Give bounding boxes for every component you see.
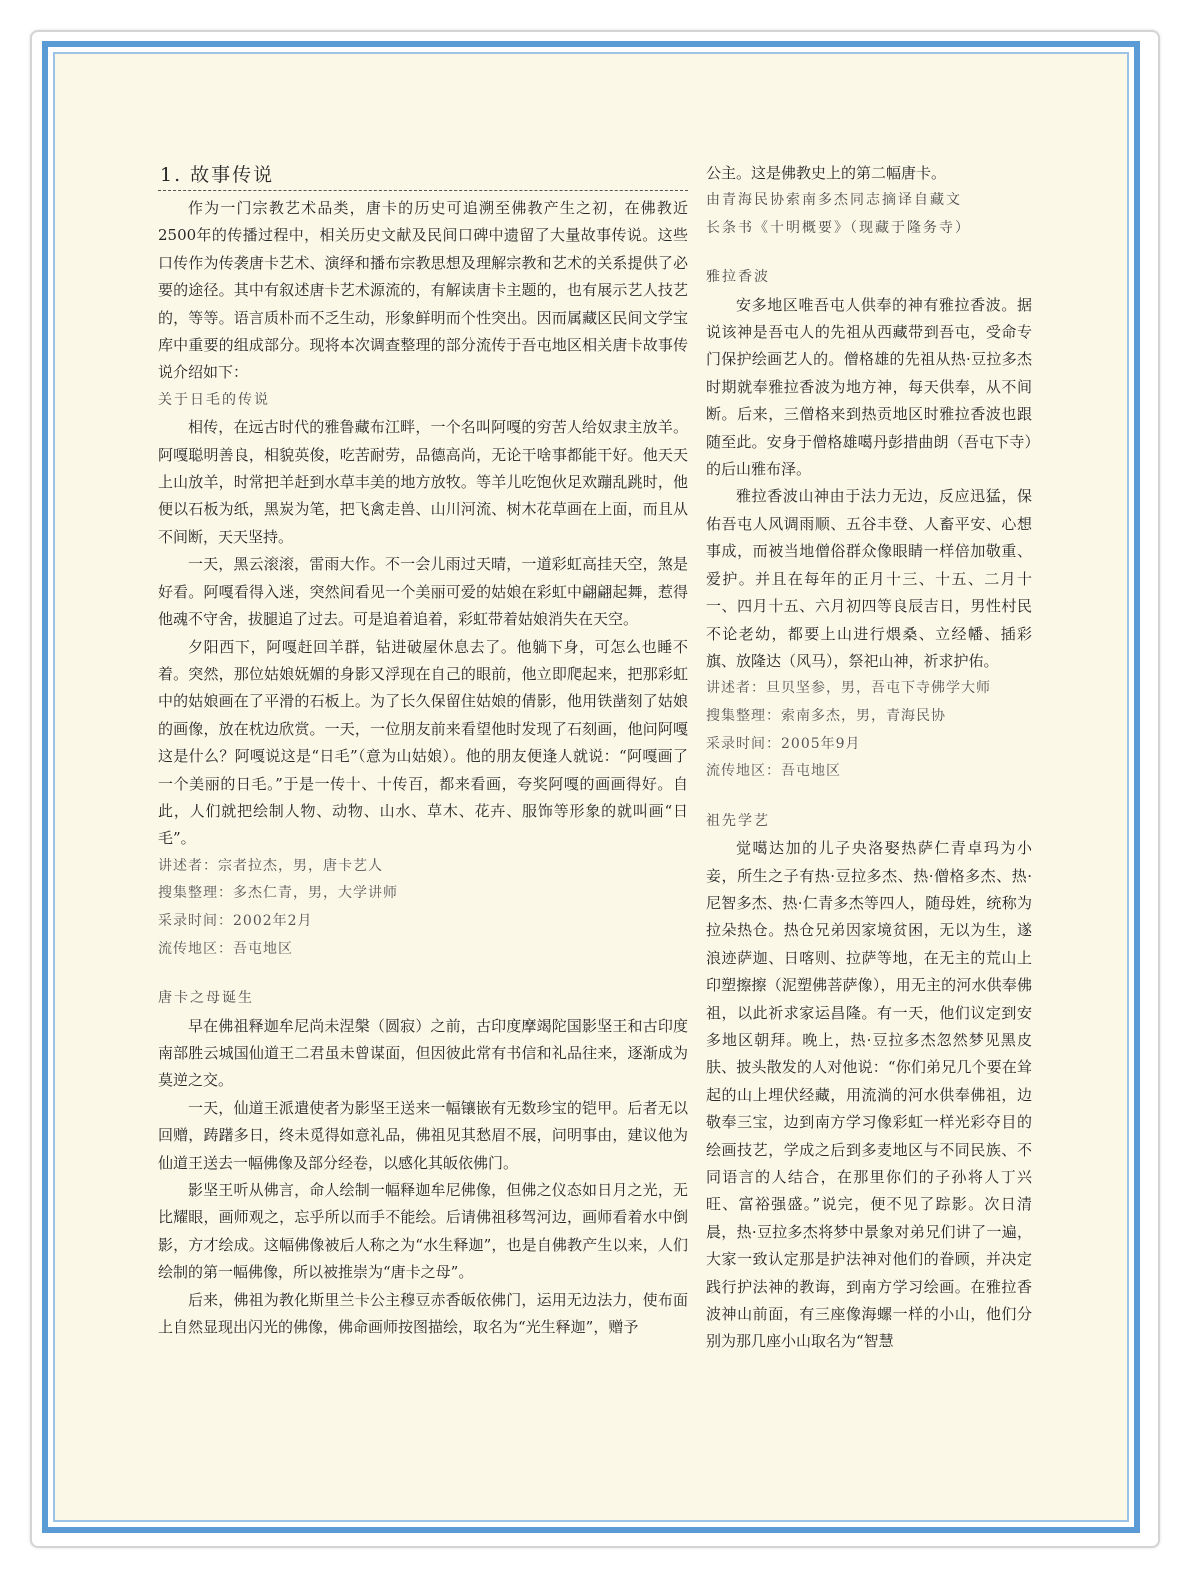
paragraph: 相传，在远古时代的雅鲁藏布江畔，一个名叫阿嘎的穷苦人给奴隶主放羊。阿嘎聪明善良，相貌英俊，吃苦耐劳，品德高尚，无论干啥事都能干好。他天天上山放羊，时常把羊赶到水草丰美的地方放牧。等羊儿吃饱伙足欢蹦乱跳时，他便以石板为纸，黑炭为笔，把飞禽走兽、山川河流、树木花草画在上面，而且从不间断，天天坚持。 [158, 418, 688, 546]
paragraph: 觉噶达加的儿子央洛娶热萨仁青卓玛为小妾，所生之子有热·豆拉多杰、热·僧格多杰、热·尼智多杰、热·仁青多杰等四人，随母姓，统称为拉朵热仓。热仓兄弟因家境贫困，无以为生，遂浪迹萨迦、日喀则、拉萨等地，在无主的荒山上印塑擦擦（泥塑佛菩萨像），用无主的河水供奉佛祖，以此祈求家运昌隆。有一天，他们议定到安多地区朝拜。晚上，热·豆拉多杰忽然梦见黑皮肤、披头散发的人对他说：“你们弟兄几个要在耸起的山上埋伏经藏，用流淌的河水供奉佛祖，边敬奉三宝，边到南方学习像彩虹一样光彩夺目的绘画技艺，学成之后到多麦地区与不同民族、不同语言的人结合，在那里你们的子孙将人丁兴旺、富裕强盛。”说完，便不见了踪影。次日清晨，热·豆拉多杰将梦中景象对弟兄们讲了一遍，大家一致认定那是护法神对他们的眷顾，并决定践行护法神的教诲，到南方学习绘画。在雅拉香波神山前面，有三座像海螺一样的小山，他们分别为那几座小山取名为“智慧 [706, 839, 1032, 1351]
paragraph: 夕阳西下，阿嘎赶回羊群，钻进破屋休息去了。他躺下身，可怎么也睡不着。突然，那位姑娘妩媚的身影又浮现在自己的眼前，他立即爬起来，把那彩虹中的姑娘画在了平滑的石板上。为了长久保留住姑娘的倩影，他用铁凿刻了姑娘的画像，放在枕边欣赏。一天，一位朋友前来看望他时发现了石刻画，他问阿嘎这是什么？阿嘎说这是“日毛”（意为山姑娘）。他的朋友便逢人就说：“阿嘎画了一个美丽的日毛。”于是一传十、十传百，都来看画，夸奖阿嘎的画画得好。自此，人们就把绘制人物、动物、山水、草木、花卉、服饰等形象的就叫画“日毛”。 [158, 637, 688, 848]
story-title-rimao: 关于日毛的传说 [158, 391, 270, 408]
meta-region: 流传地区：吾屯地区 [158, 940, 293, 957]
paragraph: 雅拉香波山神由于法力无边，反应迅猛，保佑吾屯人风调雨顺、五谷丰登、人畜平安、心想事成，而被当地僧俗群众像眼睛一样倍加敬重、爱护。并且在每年的正月十三、十五、二月十一、四月十五、六月初四等良辰吉日，男性村民不论老幼，都要上山进行煨桑、立经幡、插彩旗、放隆达（风马），祭祀山神，祈求护佑。 [706, 487, 1032, 670]
paragraph: 早在佛祖释迦牟尼尚未涅槃（圆寂）之前，古印度摩竭陀国影坚王和古印度南部胜云城国仙道王二君虽未曾谋面，但因彼此常有书信和礼品往来，逐渐成为莫逆之交。 [158, 1016, 688, 1090]
right-column [706, 160, 1032, 1356]
section-title: 1. 故事传说 [158, 160, 688, 191]
story-title-yala: 雅拉香波 [706, 269, 770, 286]
paragraph: 一天，仙道王派遣使者为影坚王送来一幅镶嵌有无数珍宝的铠甲。后者无以回赠，踌躇多日，终未觅得如意礼品，佛祖见其愁眉不展，问明事由，建议他为仙道王送去一幅佛像及部分经卷，以感化其皈依佛门。 [158, 1098, 688, 1172]
meta-collector: 搜集整理：索南多杰，男，青海民协 [706, 707, 946, 724]
meta-collector: 搜集整理：多杰仁青，男，大学讲师 [158, 885, 398, 902]
meta-narrator: 讲述者：旦贝坚参，男，吾屯下寺佛学大师 [706, 680, 991, 697]
paragraph-continuation: 公主。这是佛教史上的第二幅唐卡。 [706, 164, 947, 182]
intro-paragraph: 作为一门宗教艺术品类，唐卡的历史可追溯至佛教产生之初，在佛教近2500年的传播过程中，相关历史文献及民间口碑中遗留了大量故事传说。这些口传作为传袭唐卡艺术、演绎和播布宗教思想及理解宗教和艺术的关系提供了必要的途径。其中有叙述唐卡艺术源流的，有解读唐卡主题的，也有展示艺人技艺的，等等。语言质朴而不乏生动，形象鲜明而个性突出。因而属藏区民间文学宝库中重要的组成部分。现将本次调查整理的部分流传于吾屯地区相关唐卡故事传说介绍如下： [158, 199, 688, 382]
paragraph: 安多地区唯吾屯人供奉的神有雅拉香波。据说该神是吾屯人的先祖从西藏带到吾屯，受命专门保护绘画艺人的。僧格雄的先祖从热·豆拉多杰时期就奉雅拉香波为地方神，每天供奉，从不间断。后来，三僧格来到热贡地区时雅拉香波也跟随至此。安身于僧格雄噶丹彭措曲朗（吾屯下寺）的后山雅布泽。 [706, 295, 1032, 479]
spacer [706, 242, 1032, 264]
left-column [158, 160, 688, 1341]
meta-date: 采录时间：2002年2月 [158, 912, 313, 929]
story-title-thangka-mother: 唐卡之母诞生 [158, 990, 254, 1007]
meta-region: 流传地区：吾屯地区 [706, 763, 841, 780]
spacer [158, 963, 688, 985]
meta-date: 采录时间：2005年9月 [706, 735, 861, 752]
story-title-ancestors: 祖先学艺 [706, 812, 770, 829]
paragraph: 一天，黑云滚滚，雷雨大作。不一会儿雨过天晴，一道彩虹高挂天空，煞是好看。阿嘎看得入迷，突然间看见一个美丽可爱的姑娘在彩虹中翩翩起舞，惹得他魂不守舍，拔腿追了过去。可是追着追着，彩虹带着姑娘消失在天空。 [158, 555, 688, 629]
source-line: 长条书《十明概要》（现藏于隆务寺） [706, 219, 971, 236]
spacer [706, 786, 1032, 808]
paragraph: 后来，佛祖为教化斯里兰卡公主穆豆赤香皈依佛门，运用无边法力，使布面上自然显现出闪光的佛像，佛命画师按图描绘，取名为“光生释迦”，赠予 [158, 1290, 688, 1336]
meta-narrator: 讲述者：宗者拉杰，男，唐卡艺人 [158, 857, 383, 874]
source-line: 由青海民协索南多杰同志摘译自藏文 [706, 192, 962, 209]
paragraph: 影坚王听从佛言，命人绘制一幅释迦牟尼佛像，但佛之仪态如日月之光，无比耀眼，画师观之，忘乎所以而手不能绘。后请佛祖移驾河边，画师看着水中倒影，方才绘成。这幅佛像被后人称之为“水生释迦”，也是自佛教产生以来，人们绘制的第一幅佛像，所以被推崇为“唐卡之母”。 [158, 1180, 688, 1282]
